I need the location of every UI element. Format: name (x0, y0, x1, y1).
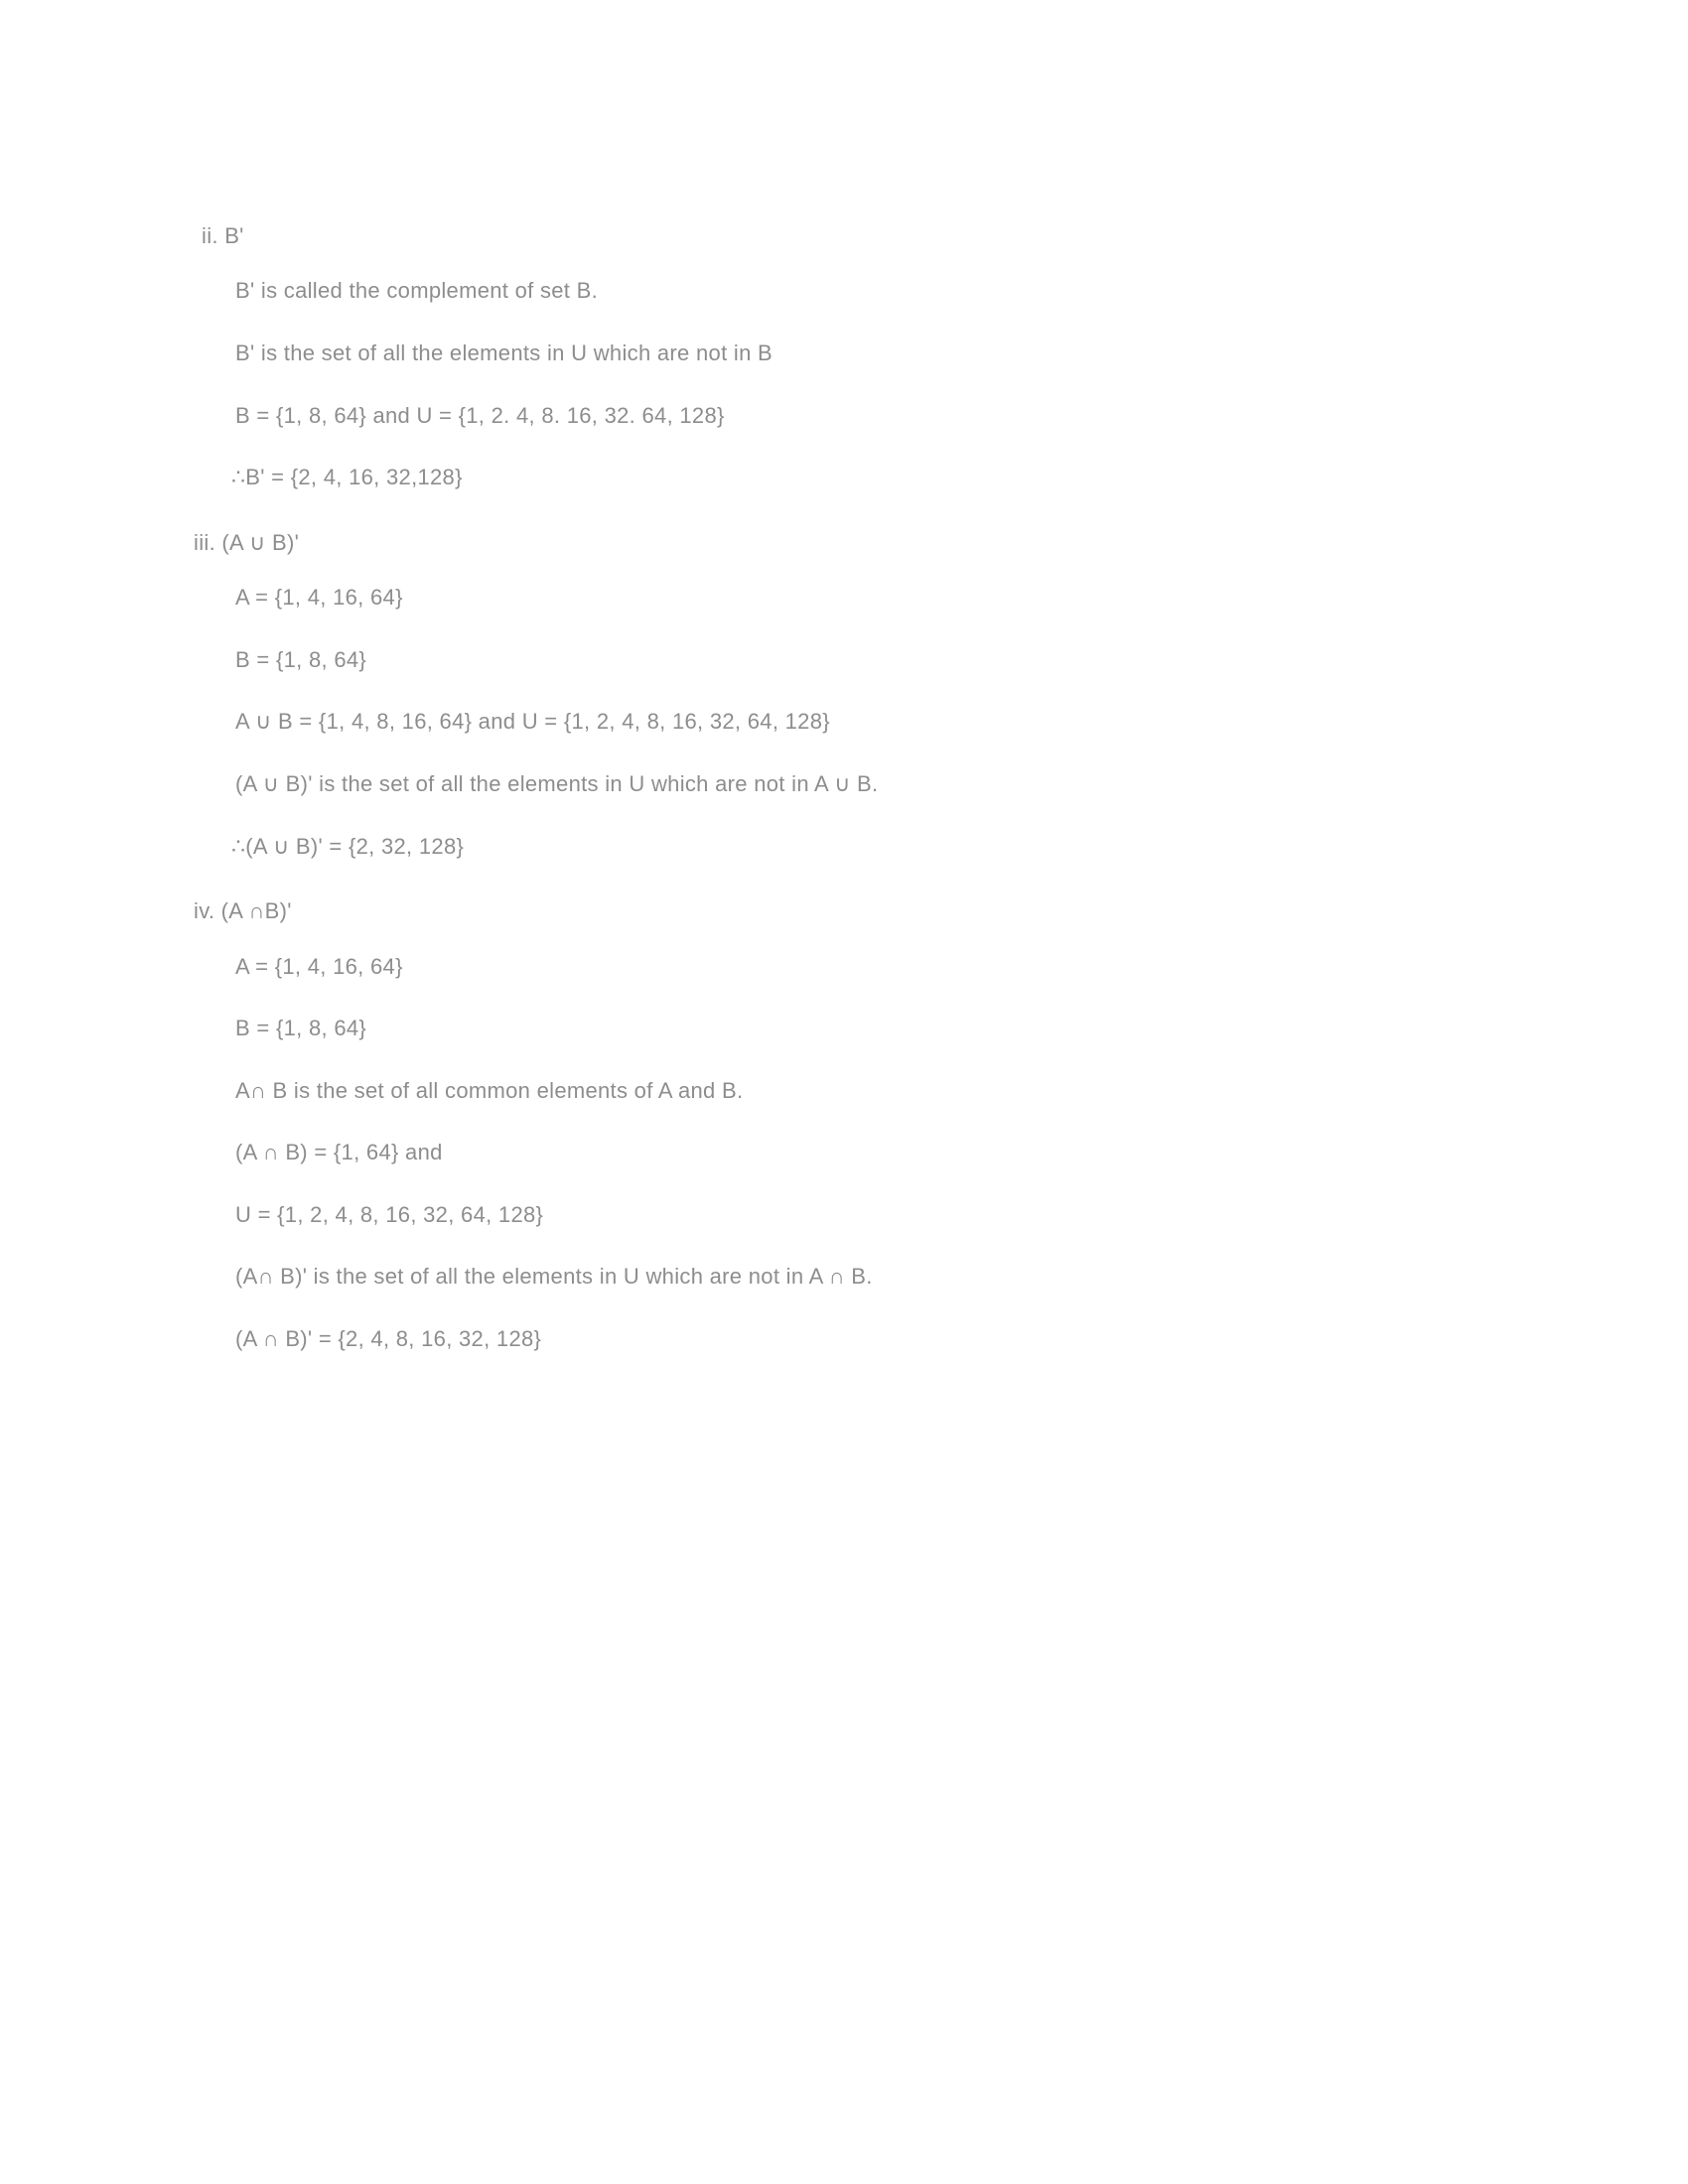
document-content (194, 223, 1504, 1388)
section-iii-label: iii. (A ∪ B)' (194, 529, 300, 555)
section-ii (194, 223, 1504, 492)
section-iv-line-5: U = {1, 2, 4, 8, 16, 32, 64, 128} (235, 1201, 544, 1227)
section-iv-line-4: (A ∩ B) = {1, 64} and (235, 1140, 443, 1165)
section-iv-line-6: (A∩ B)' is the set of all the elements in U which are not in A ∩ B. (235, 1264, 873, 1290)
section-iii-line-2: B = {1, 8, 64} (235, 646, 367, 672)
section-iii-line-3: A ∪ B = {1, 4, 8, 16, 64} and U = {1, 2, 4, 8, 16, 32, 64, 128} (235, 709, 830, 735)
section-ii-line-1: B' is called the complement of set B. (235, 278, 599, 304)
section-iii (194, 530, 1504, 861)
section-iv (194, 898, 1504, 1354)
section-ii-label: ii. B' (202, 223, 244, 248)
section-iv-line-1: A = {1, 4, 16, 64} (235, 953, 403, 979)
section-ii-line-3: B = {1, 8, 64} and U = {1, 2. 4, 8. 16, 32. 64, 128} (235, 402, 725, 428)
section-iv-line-7: (A ∩ B)' = {2, 4, 8, 16, 32, 128} (235, 1326, 542, 1352)
section-ii-line-2: B' is the set of all the elements in U which are not in B (235, 340, 774, 365)
section-iii-line-5: ∴(A ∪ B)' = {2, 32, 128} (231, 833, 465, 859)
section-iv-line-2: B = {1, 8, 64} (235, 1016, 367, 1041)
section-ii-line-4: ∴B' = {2, 4, 16, 32,128} (231, 465, 463, 490)
section-iv-line-3: A∩ B is the set of all common elements of A and B. (235, 1077, 744, 1103)
section-iii-line-4: (A ∪ B)' is the set of all the elements in U which are not in A ∪ B. (235, 770, 879, 796)
section-iii-line-1: A = {1, 4, 16, 64} (235, 585, 403, 611)
section-iv-label: iv. (A ∩B)' (194, 898, 292, 924)
